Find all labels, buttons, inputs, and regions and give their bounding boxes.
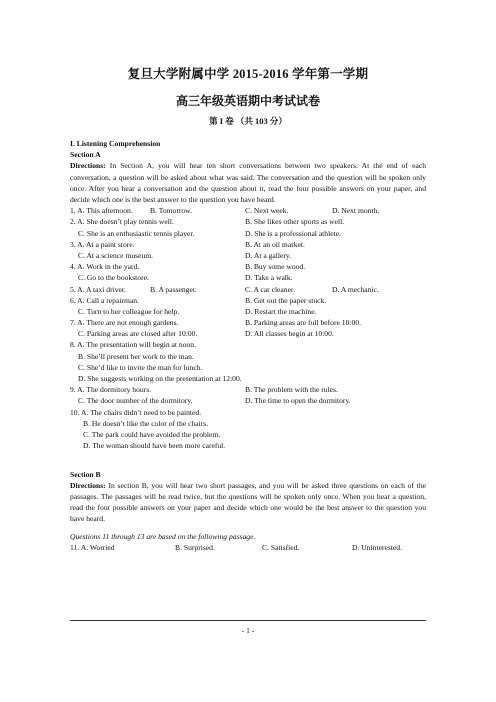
option-a: 4. A. Work in the yard. <box>70 262 140 272</box>
option-b: B. She’ll present her work to the man. <box>78 351 194 361</box>
part-heading: I. Listening Comprehension <box>70 139 161 148</box>
question-row <box>70 351 426 362</box>
question-row <box>70 395 426 406</box>
section-a-directions <box>70 160 426 205</box>
option-b: B. The problem with the rules. <box>245 385 338 395</box>
option-d: D. The time to open the dormitory. <box>245 396 351 406</box>
option-c: C. The door number of the dormitory. <box>78 396 193 406</box>
school-line: 复旦大学附属中学 2015-2016 学年第一学期 <box>127 67 369 81</box>
option-c: C. Go to the bookstore. <box>78 273 149 283</box>
option-c: C. She’d like to invite the man for lunch. <box>78 362 203 372</box>
footer-divider <box>70 620 426 621</box>
exam-body <box>70 138 426 553</box>
option-b: B. A passenger. <box>150 284 197 294</box>
option-b: B. Surprised. <box>175 542 215 552</box>
directions-label: Directions: <box>70 480 106 490</box>
option-a: 11. A. Worried <box>70 542 115 552</box>
option-c: C. Next week. <box>245 206 289 216</box>
question-row <box>70 216 426 227</box>
section-b-heading: Section B <box>70 469 101 479</box>
option-c: C. At a science museum. <box>78 250 154 260</box>
question-row <box>70 407 426 418</box>
option-d: D. She suggests working on the presentation at 12:00. <box>78 374 242 384</box>
option-b: B. At an oil market. <box>245 239 305 249</box>
volume-label: 第 I 卷 （共 103 分） <box>209 116 287 126</box>
option-c: C. She is an enthusiastic tennis player. <box>78 228 195 238</box>
directions-text: In Section A, you will hear ten short conversations between two speakers. At the end of each conversation, a question will be asked about what was said. The conversation and the question will be spoken only once. After you hear a conversation and the question about it, read the four possible answers on your paper, and decide which one is the best answer to the question you have heard. <box>70 161 426 205</box>
option-d: D. All classes begin at 10:00. <box>245 329 334 339</box>
option-a: 10. A. The chairs didn’t need to be painted. <box>70 407 202 417</box>
question-row <box>70 373 426 384</box>
passage-intro: Questions 11 through 13 are based on the following passage. <box>70 531 256 541</box>
question-row <box>70 250 426 261</box>
option-a: 6. A. Call a repairman. <box>70 295 139 305</box>
option-d: D. At a gallery. <box>245 250 292 260</box>
question-row <box>70 418 426 429</box>
option-c: C. Parking areas are closed after 10:00. <box>78 329 198 339</box>
option-c: C. A car cleaner. <box>245 284 295 294</box>
exam-title: 高三年级英语期中考试试卷 <box>175 94 320 108</box>
option-a: 9. A. The dormitory hours. <box>70 385 152 395</box>
question-row <box>70 272 426 283</box>
question-row <box>70 429 426 440</box>
question-row <box>70 317 426 328</box>
section-a-heading: Section A <box>70 150 101 160</box>
option-d: D. A mechanic. <box>332 284 379 294</box>
question-row <box>70 228 426 239</box>
question-row <box>70 328 426 339</box>
option-b: B. He doesn’t like the color of the chairs. <box>83 418 209 428</box>
option-a: 1. A. This afternoon. <box>70 206 133 216</box>
option-b: B. Get out the paper stuck. <box>245 295 327 305</box>
question-row <box>70 339 426 350</box>
page-number: - 1 - <box>241 626 255 635</box>
option-a: 5. A. A taxi driver. <box>70 284 126 294</box>
directions-label: Directions: <box>70 161 106 171</box>
option-a: 8. A. The presentation will begin at noon. <box>70 340 196 350</box>
option-d: D. Restart the machine. <box>245 306 317 316</box>
question-row <box>70 362 426 373</box>
option-b: B. Buy some wood. <box>245 262 306 272</box>
option-d: D. Next month. <box>332 206 380 216</box>
option-b: B. She likes other sports as well. <box>245 217 345 227</box>
question-row <box>70 542 426 553</box>
option-a: 3. A. At a paint store. <box>70 239 135 249</box>
option-b: B. Parking areas are full before 10:00. <box>245 318 361 328</box>
question-row <box>70 239 426 250</box>
section-b-directions <box>70 480 426 525</box>
directions-text: In section B, you will hear two short passages, and you will be asked three questions on each of the passages. The passages will be read twice, but the questions will be spoken only once. When you hear a question, read the four possible answers on your paper and decide which one would be the best answer to the question you have heard. <box>70 480 426 524</box>
option-a: 7. A. There are not enough gardens. <box>70 318 179 328</box>
option-d: D. She is a professional athlete. <box>245 228 341 238</box>
option-d: D. The woman should have been more careful. <box>83 441 226 451</box>
question-row <box>70 295 426 306</box>
option-c: C. Turn to her colleague for help. <box>78 306 180 316</box>
option-c: C. Satisfied. <box>262 542 300 552</box>
question-row <box>70 384 426 395</box>
question-row <box>70 440 426 451</box>
option-d: D. Take a walk. <box>245 273 293 283</box>
question-row <box>70 306 426 317</box>
option-a: 2. A. She doesn’t play tennis well. <box>70 217 174 227</box>
question-row <box>70 205 426 216</box>
question-row <box>70 284 426 295</box>
option-d: D. Uninterested. <box>352 542 402 552</box>
question-row <box>70 261 426 272</box>
option-c: C. The park could have avoided the problem. <box>83 429 221 439</box>
option-b: B. Tomorrow. <box>150 206 193 216</box>
